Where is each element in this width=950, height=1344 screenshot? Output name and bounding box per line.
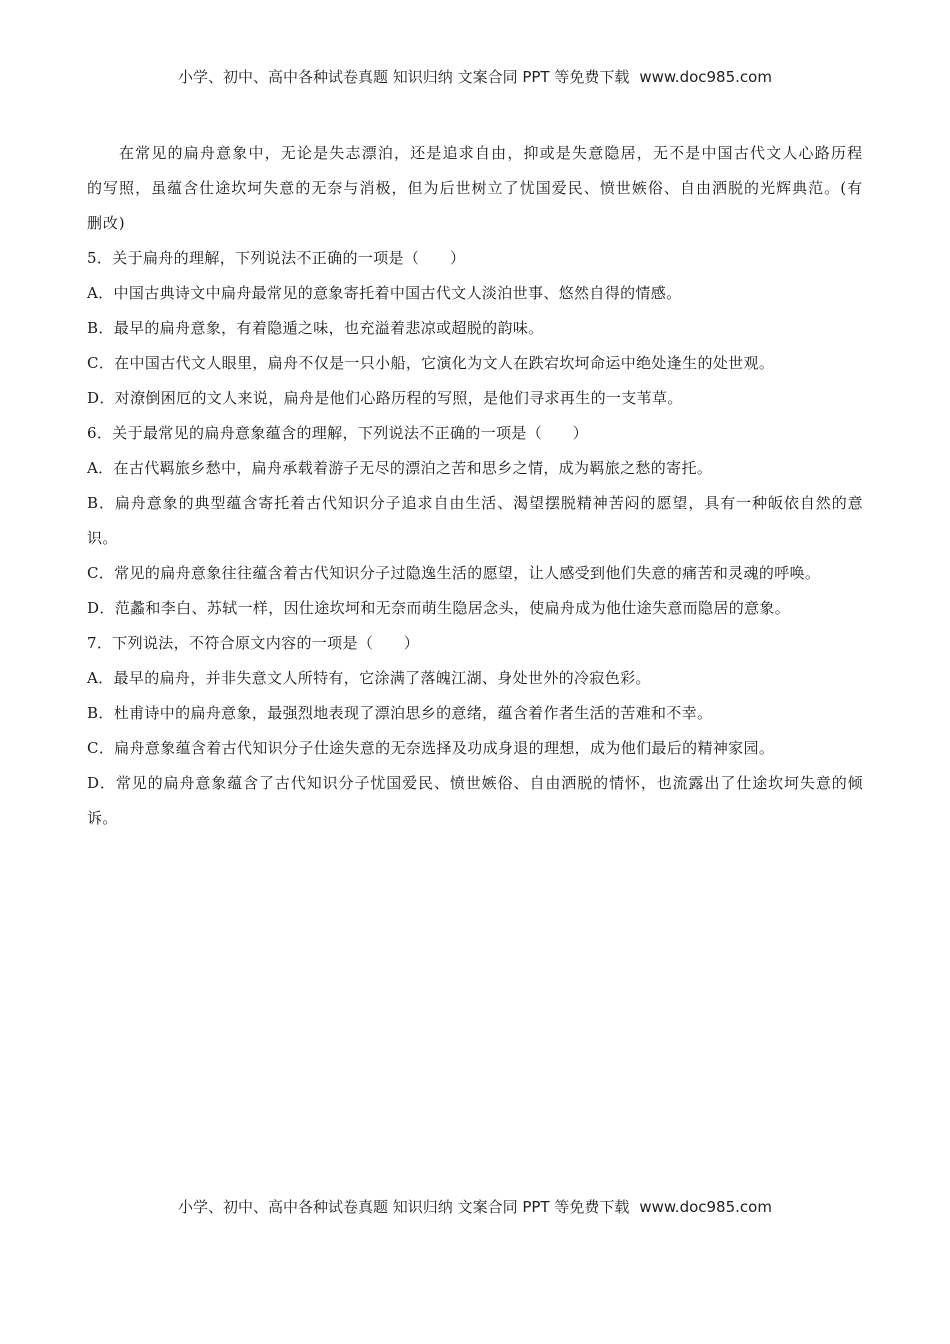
option-a: A．最早的扁舟，并非失意文人所特有，它涂满了落魄江湖、身处世外的冷寂色彩。 (87, 669, 651, 687)
page-footer-banner (0, 1196, 950, 1217)
document-body (87, 136, 863, 836)
passage-paragraph: 在常见的扁舟意象中，无论是失志漂泊，还是追求自由，抑或是失意隐居，无不是中国古代文人心路历程的写照，虽蕴含仕途坎坷失意的无奈与消极，但为后世树立了忧国爱民、愤世嫉俗、自由洒脱的光辉典范。(有删改) (87, 144, 863, 232)
option-b: B．扁舟意象的典型蕴含寄托着古代知识分子追求自由生活、渴望摆脱精神苦闷的愿望，具有一种皈依自然的意识。 (87, 494, 863, 547)
footer-url[interactable]: www.doc985.com (639, 1198, 772, 1216)
header-url[interactable]: www.doc985.com (639, 68, 772, 86)
option-a: A．在古代羁旅乡愁中，扁舟承载着游子无尽的漂泊之苦和思乡之情，成为羁旅之愁的寄托。 (87, 459, 713, 477)
header-text: 小学、初中、高中各种试卷真题 知识归纳 文案合同 PPT 等免费下载 (178, 68, 630, 86)
option-d: D．对潦倒困厄的文人来说，扁舟是他们心路历程的写照，是他们寻求再生的一支苇草。 (87, 389, 683, 407)
option-d: D．范蠡和李白、苏轼一样，因仕途坎坷和无奈而萌生隐居念头，使扁舟成为他仕途失意而隐居的意象。 (87, 599, 791, 617)
question-stem: 6．关于最常见的扁舟意象蕴含的理解，下列说法不正确的一项是（ ） (87, 424, 589, 442)
option-d: D．常见的扁舟意象蕴含了古代知识分子忧国爱民、愤世嫉俗、自由洒脱的情怀，也流露出了仕途坎坷失意的倾诉。 (87, 774, 863, 827)
question-stem: 7．下列说法，不符合原文内容的一项是（ ） (87, 634, 420, 652)
option-c: C．在中国古代文人眼里，扁舟不仅是一只小船，它演化为文人在跌宕坎坷命运中绝处逢生的处世观。 (87, 354, 775, 372)
option-c: C．扁舟意象蕴含着古代知识分子仕途失意的无奈选择及功成身退的理想，成为他们最后的精神家园。 (87, 739, 775, 757)
footer-text: 小学、初中、高中各种试卷真题 知识归纳 文案合同 PPT 等免费下载 (178, 1198, 630, 1216)
option-c: C．常见的扁舟意象往往蕴含着古代知识分子过隐逸生活的愿望，让人感受到他们失意的痛苦和灵魂的呼唤。 (87, 564, 821, 582)
option-b: B．杜甫诗中的扁舟意象，最强烈地表现了漂泊思乡的意绪，蕴含着作者生活的苦难和不幸。 (87, 704, 713, 722)
question-6 (87, 416, 863, 626)
option-a: A．中国古典诗文中扁舟最常见的意象寄托着中国古代文人淡泊世事、悠然自得的情感。 (87, 284, 682, 302)
question-5 (87, 241, 863, 416)
page-header-banner (0, 66, 950, 87)
question-stem: 5．关于扁舟的理解，下列说法不正确的一项是（ ） (87, 249, 466, 267)
question-7 (87, 626, 863, 836)
option-b: B．最早的扁舟意象，有着隐遁之味，也充溢着悲凉或超脱的韵味。 (87, 319, 544, 337)
